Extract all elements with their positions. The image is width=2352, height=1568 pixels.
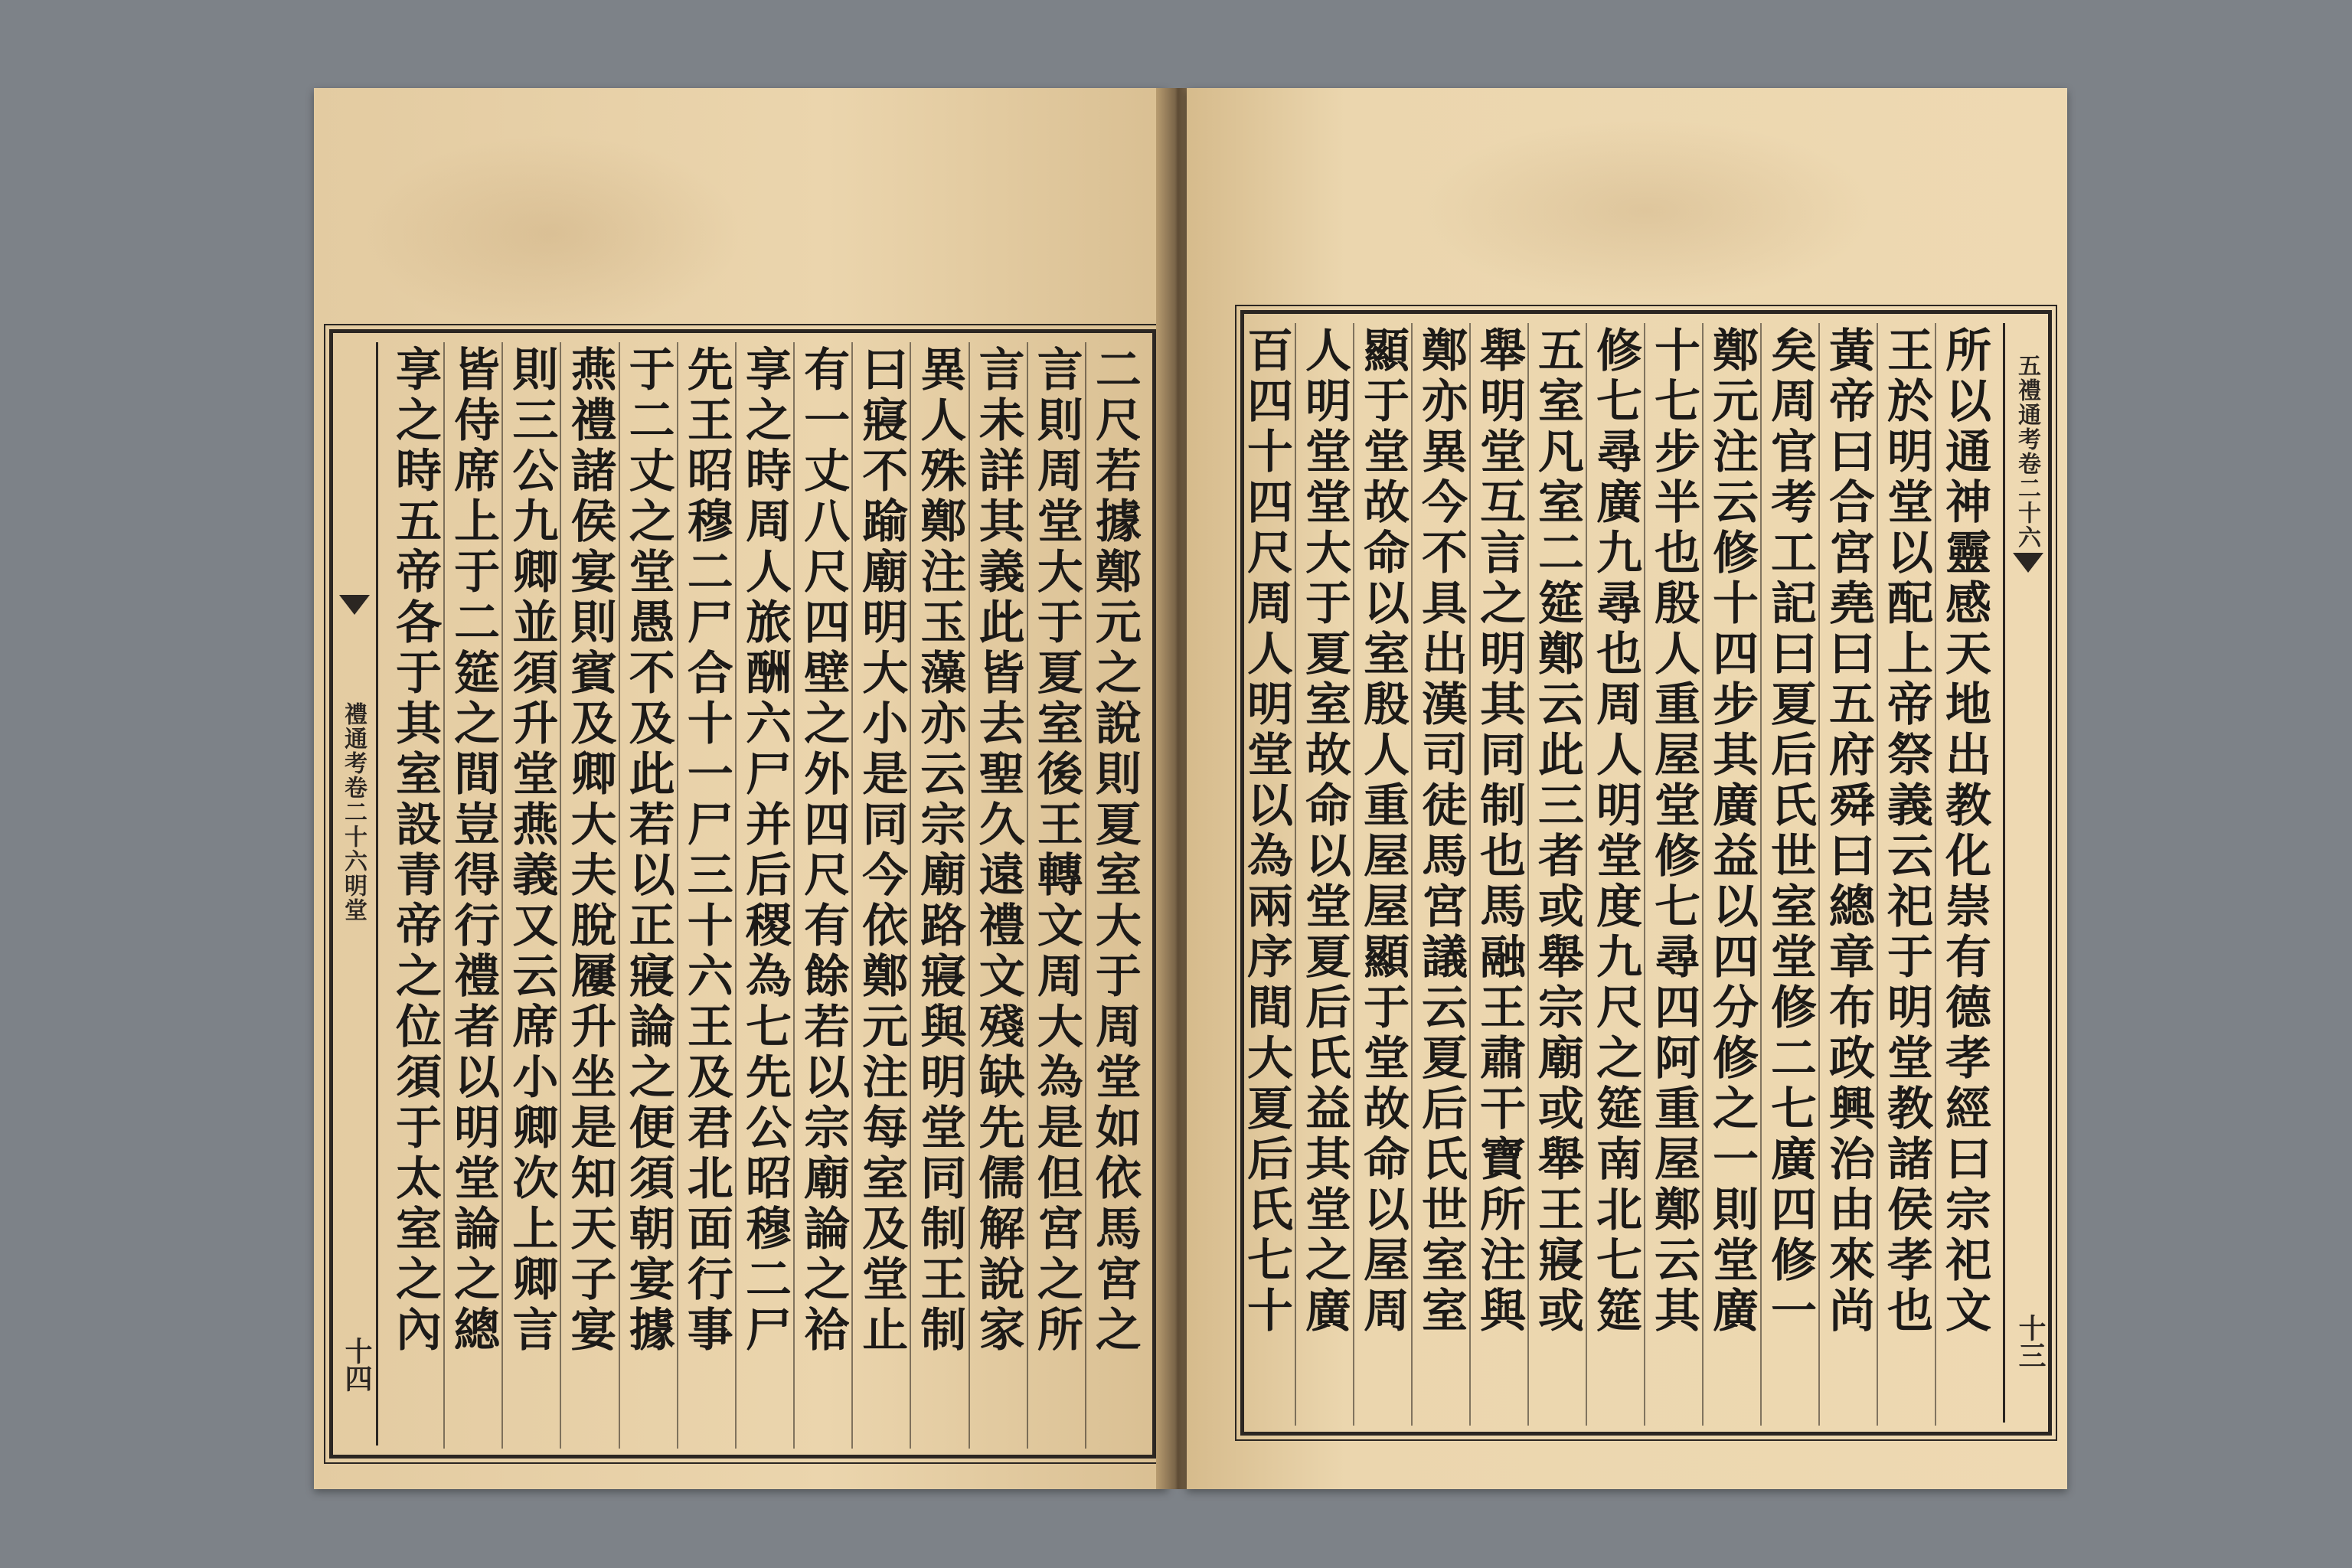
text-column: 矣周官考工記曰夏后氏世室堂修二七廣四修一 — [1760, 323, 1818, 1426]
text-column: 享之時五帝各于其室設青帝之位須于太室之內 — [388, 345, 442, 1356]
text-column: 舉明堂互言之明其同制也馬融王肅干寶所注與 — [1469, 323, 1527, 1426]
text-column: 有一丈八尺四壁之外四尺有餘若以宗廟論之祫 — [793, 342, 851, 1449]
right-page — [1187, 88, 2067, 1489]
fishtail-mark — [339, 595, 370, 615]
right-text-frame — [1240, 310, 2052, 1436]
text-column: 言未詳其義此皆去聖久遠禮文殘缺先儒解說家 — [969, 342, 1027, 1449]
page-number: 十三 — [2014, 1314, 2047, 1369]
text-column: 先王昭穆二尸合十一尸三十六王及君北面行事 — [677, 342, 735, 1449]
left-text-columns — [387, 342, 1143, 1446]
paper-stain — [360, 134, 743, 333]
right-text-columns — [1240, 323, 1993, 1423]
text-column: 百四十四尺周人明堂以為兩序間大夏后氏七十 — [1240, 326, 1293, 1337]
left-page — [314, 88, 1168, 1489]
text-column: 鄭亦異今不具出漢司徒馬宮議云夏后氏世室室 — [1411, 323, 1469, 1426]
banxin-title: 禮通考卷二十六明堂 — [340, 702, 367, 923]
text-column: 異人殊鄭注玉藻亦云宗廟路寢與明堂同制王制 — [910, 342, 968, 1449]
text-column: 于二丈之堂愚不及此若以正寢論之便須朝宴據 — [619, 342, 677, 1449]
text-column: 人明堂堂大于夏室故命以堂夏后氏益其堂之廣 — [1295, 323, 1353, 1426]
text-column: 曰寢不踰廟明大小是同今依鄭元注每室及堂止 — [851, 342, 910, 1449]
text-column: 十七步半也殷人重屋堂修七尋四阿重屋鄭云其 — [1644, 323, 1702, 1426]
left-text-frame — [329, 329, 1156, 1459]
page-number: 十四 — [341, 1337, 373, 1392]
open-book — [314, 88, 2067, 1489]
left-banxin — [332, 342, 378, 1446]
text-column: 言則周堂大于夏室後王轉文周大為是但宮之所 — [1027, 342, 1085, 1449]
paper-stain — [1416, 119, 1876, 302]
text-column: 所以通神靈感天地出教化崇有德孝經曰宗祀文 — [1935, 323, 1993, 1426]
text-column: 則三公九卿並須升堂燕義又云席小卿次上卿言 — [501, 342, 560, 1449]
text-column: 皆侍席上于二筵之間豈得行禮者以明堂論之總 — [443, 342, 501, 1449]
fishtail-mark — [2013, 553, 2043, 573]
right-banxin — [2003, 323, 2050, 1423]
text-column: 黃帝曰合宮堯曰五府舜曰總章布政興治由來尚 — [1818, 323, 1877, 1426]
text-column: 五室凡室二筵鄭云此三者或舉宗廟或舉王寢或 — [1527, 323, 1586, 1426]
banxin-title: 五禮通考卷二十六 — [2014, 354, 2040, 550]
text-column: 享之時周人旅酬六尸并后稷為七先公昭穆二尸 — [735, 342, 793, 1449]
text-column: 修七尋廣九尋也周人明堂度九尺之筵南北七筵 — [1586, 323, 1644, 1426]
text-column: 鄭元注云修十四步其廣益以四分修之一則堂廣 — [1702, 323, 1760, 1426]
text-column: 王於明堂以配上帝祭義云祀于明堂教諸侯孝也 — [1877, 323, 1935, 1426]
text-column: 顯于堂故命以室殷人重屋屋顯于堂故命以屋周 — [1353, 323, 1411, 1426]
text-column: 二尺若據鄭元之說則夏室大于周堂如依馬宮之 — [1085, 342, 1143, 1449]
text-column: 燕禮諸侯宴則賓及卿大夫脫屨升坐是知天子宴 — [560, 342, 618, 1449]
